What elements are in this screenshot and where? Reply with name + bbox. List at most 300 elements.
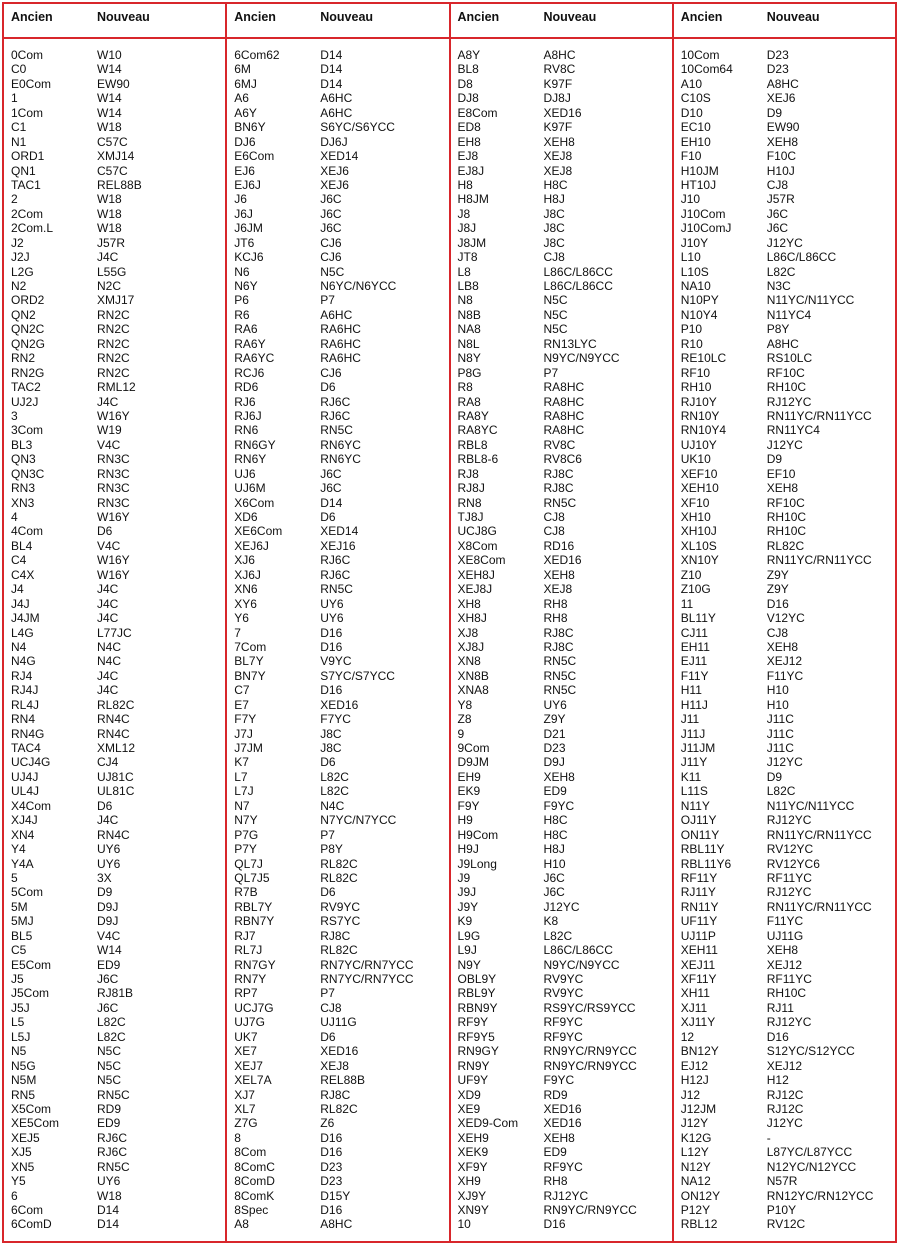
old-code: L9J: [457, 943, 477, 958]
new-code: J6C: [320, 206, 342, 221]
old-code: RBN7Y: [234, 914, 275, 929]
new-code: RN11YC/RN11YCC: [766, 899, 872, 914]
table-row: [451, 597, 672, 611]
new-code: D9: [766, 769, 783, 784]
old-code: H9J: [457, 842, 479, 857]
new-code: XMJ14: [97, 149, 135, 164]
old-code: C4X: [11, 567, 35, 582]
table-row: [227, 221, 448, 235]
new-code: RN7YC/RN7YCC: [320, 972, 414, 986]
old-code: N5M: [11, 1073, 37, 1088]
new-code: N11YC/N11YCC: [766, 293, 855, 308]
new-code: D6: [320, 885, 336, 900]
new-code: L77JC: [97, 625, 132, 640]
new-code: F9YC: [543, 798, 575, 813]
old-code: F9Y: [457, 798, 480, 813]
table-row: [4, 597, 225, 611]
old-code: N5: [11, 1044, 27, 1059]
new-code: J8C: [543, 235, 565, 250]
table-row: [4, 423, 225, 437]
new-code: 3X: [97, 870, 112, 885]
table-row: [674, 813, 895, 827]
table-row: [451, 770, 672, 784]
new-code: RN5C: [320, 423, 353, 438]
new-code: XEJ8: [543, 163, 573, 178]
table-row: [674, 1160, 895, 1174]
table-row: [4, 62, 225, 76]
table-row: [451, 611, 672, 625]
old-code: H11: [680, 683, 702, 698]
table-row: [451, 1088, 672, 1102]
table-body: [451, 39, 672, 1232]
old-code: K7: [234, 755, 249, 770]
new-code: RF9YC: [543, 1029, 583, 1044]
new-code: EW90: [766, 120, 800, 135]
new-code: RJ12YC: [766, 885, 812, 900]
old-code: 0Com: [11, 48, 44, 62]
table-column-4: [674, 4, 895, 1241]
table-row: [451, 279, 672, 293]
old-code: RJ4J: [11, 683, 39, 698]
table-row: [451, 1001, 672, 1015]
table-row: [451, 712, 672, 726]
old-code: XE5Com: [11, 1116, 60, 1131]
old-code: 8Com: [234, 1145, 267, 1160]
old-code: 6Com62: [234, 48, 280, 62]
table-row: [4, 885, 225, 899]
old-code: BN7Y: [234, 668, 266, 683]
new-code: EF10: [766, 466, 796, 481]
old-code: N9Y: [457, 957, 481, 972]
new-code: RL82C: [97, 697, 135, 712]
table-row: [674, 351, 895, 365]
table-row: [227, 626, 448, 640]
table-row: [674, 842, 895, 856]
old-code: 2: [11, 192, 18, 207]
new-code: RN3C: [97, 452, 130, 467]
old-code: BN12Y: [680, 1044, 719, 1059]
table-row: [227, 366, 448, 380]
old-code: L5J: [11, 1029, 31, 1044]
new-code: RF10C: [766, 495, 805, 510]
new-code: Z9Y: [543, 712, 566, 727]
old-code: L10S: [680, 264, 709, 279]
new-code: N3C: [766, 279, 791, 293]
old-code: UL4J: [11, 784, 40, 799]
new-code: D14: [97, 1217, 120, 1232]
table-row: [451, 1044, 672, 1058]
new-code: L82C: [543, 928, 573, 943]
table-row: [4, 929, 225, 943]
new-code: W16Y: [97, 510, 130, 524]
old-code: XEL7A: [234, 1073, 272, 1088]
old-code: XH11: [680, 986, 710, 1001]
table-row: [451, 741, 672, 755]
new-code: D9: [766, 452, 783, 467]
new-code: RJ8C: [543, 639, 574, 654]
old-code: RJ4: [11, 668, 33, 683]
old-code: XEJ11: [680, 957, 716, 972]
old-code: N8: [457, 293, 473, 308]
old-code: P8G: [457, 365, 482, 380]
new-code: Z9Y: [766, 567, 789, 582]
old-code: R7B: [234, 885, 258, 900]
old-code: TAC2: [11, 380, 41, 395]
old-code: RJ8: [457, 466, 479, 481]
new-code: J12YC: [766, 437, 803, 452]
new-code: XEH8: [766, 943, 799, 958]
old-code: P6: [234, 293, 249, 308]
table-row: [4, 467, 225, 481]
table-row: [4, 1088, 225, 1102]
new-code: J4C: [97, 250, 119, 265]
new-code: W18: [97, 120, 122, 135]
new-code: H12: [766, 1073, 789, 1088]
old-code: J10: [680, 192, 701, 207]
table-row: [674, 135, 895, 149]
table-row: [4, 972, 225, 986]
new-code: RN6YC: [320, 437, 361, 452]
old-code: Y6: [234, 611, 249, 626]
old-code: P12Y: [680, 1203, 711, 1217]
table-row: [674, 149, 895, 163]
old-code: XEH8J: [457, 567, 495, 582]
old-code: N5G: [11, 1058, 36, 1073]
new-code: F10C: [766, 149, 797, 164]
old-code: F10: [680, 149, 702, 164]
old-code: 6M: [234, 62, 251, 77]
new-code: W10: [97, 48, 122, 62]
old-code: XN5: [11, 1159, 35, 1174]
new-code: D23: [766, 62, 789, 77]
old-code: F11Y: [680, 668, 709, 683]
new-code: RJ6C: [320, 553, 351, 568]
old-code: QN3: [11, 452, 36, 467]
table-row: [227, 91, 448, 105]
old-code: EJ11: [680, 654, 708, 669]
new-code: L86C/L86CC: [543, 943, 613, 958]
new-code: RN13LYC: [543, 336, 597, 351]
old-code: QN1: [11, 163, 36, 178]
table-row: [674, 481, 895, 495]
old-code: 6ComD: [11, 1217, 52, 1232]
table-row: [4, 207, 225, 221]
table-row: [451, 221, 672, 235]
old-code: XNA8: [457, 683, 489, 698]
old-code: EK9: [457, 784, 481, 799]
table-row: [227, 958, 448, 972]
new-code: RN5C: [543, 683, 577, 698]
old-code: XD9: [457, 1087, 481, 1102]
table-row: [674, 1030, 895, 1044]
new-code: J12YC: [543, 899, 580, 914]
old-code: Y4A: [11, 856, 34, 871]
new-code: H10: [766, 697, 789, 712]
table-row: [451, 164, 672, 178]
old-code: H8: [457, 177, 473, 192]
new-code: REL88B: [320, 1073, 365, 1088]
new-code: DJ8J: [543, 91, 571, 106]
table-row: [451, 265, 672, 279]
new-code: RH10C: [766, 986, 807, 1001]
old-code: LB8: [457, 279, 479, 293]
new-code: J4C: [97, 611, 119, 626]
table-row: [227, 986, 448, 1000]
old-code: XEJ8J: [457, 582, 493, 597]
old-code: XJ6: [234, 553, 255, 568]
new-code: XEJ8: [543, 582, 573, 597]
table-row: [674, 279, 895, 293]
old-code: UCJ7G: [234, 1000, 274, 1015]
new-code: RV12YC: [766, 842, 814, 857]
new-code: D23: [543, 741, 566, 755]
old-code: Z8: [457, 712, 472, 727]
table-row: [227, 236, 448, 250]
old-code: XN6: [234, 582, 258, 597]
old-code: XEH11: [680, 943, 718, 958]
table-row: [674, 626, 895, 640]
old-code: ORD2: [11, 293, 45, 308]
table-row: [4, 770, 225, 784]
new-code: UJ81C: [97, 769, 134, 784]
old-code: JT8: [457, 250, 478, 265]
table-row: [4, 553, 225, 567]
old-code: EH11: [680, 639, 710, 654]
new-code: XEJ6: [320, 177, 349, 192]
new-code: J8C: [320, 741, 342, 755]
old-code: RBL12: [680, 1217, 718, 1232]
table-row: [227, 1203, 448, 1217]
new-code: D6: [320, 1029, 336, 1044]
old-code: 3: [11, 408, 18, 423]
old-code: L8: [457, 264, 471, 279]
new-code: RA6HC: [320, 351, 361, 366]
new-code: RN5C: [97, 1087, 130, 1102]
old-code: 3Com: [11, 423, 44, 438]
new-code: RN5C: [543, 495, 577, 510]
new-code: D6: [97, 798, 113, 813]
old-code: RN5: [11, 1087, 36, 1102]
new-code: CJ8: [543, 524, 565, 539]
new-code: RA6HC: [320, 322, 361, 337]
old-code: RJ7: [234, 928, 256, 943]
old-code: 11: [680, 596, 694, 611]
table-row: [451, 1030, 672, 1044]
old-code: 8ComC: [234, 1159, 275, 1174]
old-code: Y8: [457, 697, 473, 712]
new-code: RS9YC/RS9YCC: [543, 1000, 636, 1015]
table-row: [451, 539, 672, 553]
new-code: RF10C: [766, 365, 805, 380]
table-row: [674, 510, 895, 524]
new-code: UY6: [320, 611, 344, 626]
old-code: RN2: [11, 351, 36, 366]
table-row: [4, 958, 225, 972]
old-code: Z10G: [680, 582, 711, 597]
new-code: UY6: [97, 856, 121, 871]
new-code: RN2C: [97, 351, 130, 366]
new-code: RF9YC: [543, 1015, 583, 1030]
new-code: N5C: [97, 1058, 122, 1073]
old-code: RJ8J: [457, 481, 485, 496]
old-code: XEJ5: [11, 1130, 40, 1145]
table-row: [674, 611, 895, 625]
new-code: W16Y: [97, 408, 130, 423]
table-row: [227, 640, 448, 654]
old-code: XJ5: [11, 1145, 32, 1160]
new-code: A6HC: [320, 91, 353, 106]
table-row: [674, 1217, 895, 1231]
old-code: N8Y: [457, 351, 481, 366]
old-code: N4: [11, 639, 27, 654]
table-row: [4, 669, 225, 683]
table-row: [674, 438, 895, 452]
old-code: RN8: [457, 495, 482, 510]
old-code: RJ10Y: [680, 394, 717, 409]
new-code: N2C: [97, 279, 122, 293]
old-code: RN7Y: [234, 972, 267, 986]
table-row: [4, 293, 225, 307]
table-row: [451, 799, 672, 813]
new-code: J12YC: [766, 235, 803, 250]
new-code: RV9YC: [543, 986, 584, 1001]
table-row: [227, 380, 448, 394]
new-code: CJ6: [320, 250, 342, 265]
old-code: UJ7G: [234, 1015, 265, 1030]
new-code: D9J: [543, 755, 565, 770]
old-code: L12Y: [680, 1145, 709, 1160]
old-code: N8L: [457, 336, 480, 351]
table-row: [4, 452, 225, 466]
new-code: D14: [320, 76, 343, 91]
old-code: 2Com.L: [11, 221, 54, 236]
old-code: RP7: [234, 986, 258, 1001]
new-code: J4C: [97, 683, 119, 698]
old-code: A8Y: [457, 48, 481, 62]
old-code: RN6: [234, 423, 259, 438]
table-row: [227, 568, 448, 582]
table-row: [4, 1189, 225, 1203]
old-code: N6: [234, 264, 250, 279]
table-row: [674, 654, 895, 668]
new-code: J4C: [97, 813, 119, 828]
table-row: [4, 308, 225, 322]
table-row: [227, 77, 448, 91]
new-code: J57R: [97, 235, 126, 250]
table-row: [4, 481, 225, 495]
table-row: [451, 683, 672, 697]
table-row: [227, 755, 448, 769]
new-code: P7: [543, 365, 559, 380]
old-code: H9: [457, 813, 473, 828]
new-code: XEJ12: [766, 1058, 803, 1073]
old-code: D9JM: [457, 755, 489, 770]
new-code: W14: [97, 62, 122, 77]
table-row: [227, 813, 448, 827]
old-code: J4JM: [11, 611, 40, 626]
table-row: [4, 1102, 225, 1116]
table-row: [674, 524, 895, 538]
table-row: [674, 1116, 895, 1130]
table-row: [674, 669, 895, 683]
new-code: W14: [97, 91, 122, 106]
old-code: 7Com: [234, 639, 267, 654]
old-code: E0Com: [11, 76, 52, 91]
old-code: J11Y: [680, 755, 708, 770]
new-code: D16: [320, 639, 343, 654]
new-code: XMJ17: [97, 293, 135, 308]
table-row: [674, 1059, 895, 1073]
table-row: [451, 1160, 672, 1174]
old-code: J6J: [234, 206, 253, 221]
new-code: UY6: [97, 842, 121, 857]
header-ancien: Ancien: [680, 10, 723, 24]
table-row: [227, 395, 448, 409]
old-code: J4J: [11, 596, 30, 611]
table-row: [451, 784, 672, 798]
new-code: RN4C: [97, 712, 130, 727]
old-code: RJ6J: [234, 408, 262, 423]
table-row: [451, 972, 672, 986]
old-code: RBN9Y: [457, 1000, 498, 1015]
new-code: W16Y: [97, 567, 130, 582]
old-code: OJ11Y: [680, 813, 717, 828]
new-code: RN9YC/RN9YCC: [543, 1203, 637, 1217]
old-code: 8ComK: [234, 1188, 275, 1203]
old-code: 9Com: [457, 741, 490, 755]
new-code: N5C: [543, 307, 568, 322]
new-code: A6HC: [320, 307, 353, 322]
new-code: N9YC/N9YCC: [543, 351, 620, 366]
new-code: A6HC: [320, 105, 353, 120]
table-row: [451, 553, 672, 567]
new-code: S6YC/S6YCC: [320, 120, 395, 135]
old-code: XJ8J: [457, 639, 485, 654]
table-row: [227, 1131, 448, 1145]
new-code: RJ6C: [320, 567, 351, 582]
new-code: D16: [320, 1130, 343, 1145]
table-row: [227, 106, 448, 120]
old-code: TAC4: [11, 741, 41, 755]
table-row: [227, 1088, 448, 1102]
table-row: [4, 135, 225, 149]
new-code: ED9: [97, 1116, 121, 1131]
table-row: [674, 1145, 895, 1159]
new-code: UL81C: [97, 784, 135, 799]
old-code: J4: [11, 582, 24, 597]
new-code: XEH8: [543, 567, 575, 582]
old-code: C7: [234, 683, 250, 698]
new-code: RJ8C: [543, 466, 574, 481]
old-code: L9G: [457, 928, 481, 943]
old-code: BL4: [11, 538, 33, 553]
new-code: RN3C: [97, 481, 130, 496]
new-code: XEH8: [543, 769, 575, 784]
old-code: RBL8: [457, 437, 488, 452]
table-row: [451, 1073, 672, 1087]
table-row: [227, 423, 448, 437]
new-code: RJ8C: [543, 481, 574, 496]
old-code: RA8YC: [457, 423, 498, 438]
table-row: [227, 48, 448, 62]
old-code: RH10: [680, 380, 712, 395]
new-code: N5C: [543, 322, 568, 337]
old-code: RN10Y4: [680, 423, 727, 438]
table-row: [451, 467, 672, 481]
new-code: XED16: [543, 1116, 582, 1131]
old-code: XH9: [457, 1174, 481, 1189]
table-row: [674, 900, 895, 914]
